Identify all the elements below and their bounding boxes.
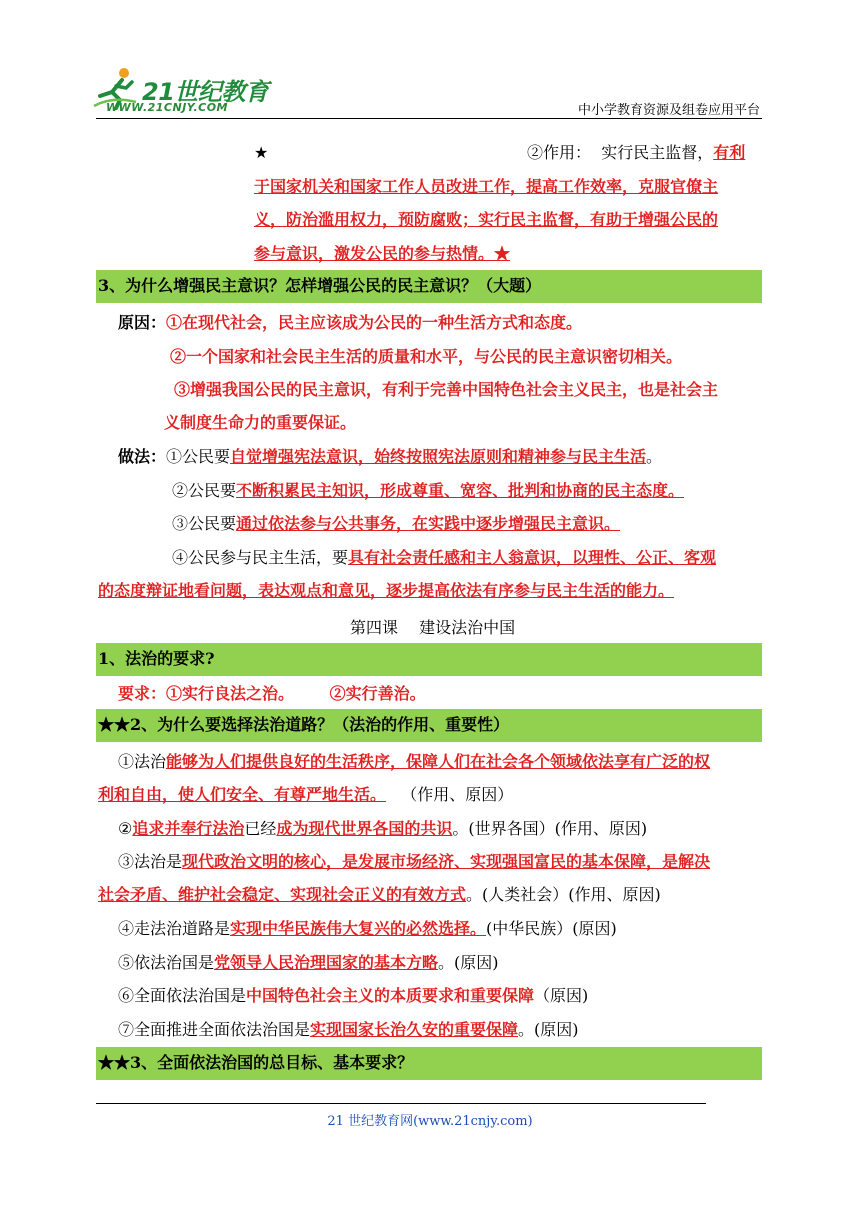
method-3-text: 通过依法参与公共事务，在实践中逐步增强民主意识。 — [236, 514, 621, 533]
q2-p2 — [118, 818, 647, 840]
section-bar-q2 — [96, 709, 762, 742]
q2-p4-note: (中华民族）(原因) — [486, 919, 617, 938]
section-bar-q1 — [96, 643, 762, 676]
q2-p1-text2: 利和自由，使人们安全、有尊严地生活。 — [98, 785, 387, 804]
section-heading: 1、法治的要求? — [98, 649, 215, 668]
q2-p6-note: （原因) — [534, 986, 589, 1005]
method-4-text: 具有社会责任感和主人翁意识，以理性、公正、客观 — [348, 548, 717, 567]
requirement-b: ②实行善治。 — [329, 684, 426, 703]
q2-p2-mid: 已经 — [244, 819, 277, 838]
q2-p1-line1 — [118, 751, 710, 773]
section-bar-q3 — [96, 270, 762, 303]
method-line5: 的态度辩证地看问题，表达观点和意见，逐步提高依法有序参与民主生活的能力。 — [98, 581, 675, 600]
q2-p3-text2: 社会矛盾、维护社会稳定、实现社会正义的有效方式 — [98, 885, 467, 904]
reason-1: ①在现代社会，民主应该成为公民的一种生活方式和态度。 — [166, 313, 583, 332]
method-line1 — [118, 446, 662, 468]
block1-red4: 参与意识，激发公民的参与热情。★ — [254, 244, 511, 263]
q2-p3-line2 — [98, 884, 661, 906]
method-1-suffix: 。 — [646, 447, 663, 466]
section-heading: ★★3、全面依法治国的总目标、基本要求？ — [98, 1053, 414, 1072]
q2-p1-line2 — [98, 784, 513, 806]
method-line2 — [172, 480, 684, 502]
block1-text1: 实行民主监督， — [601, 143, 714, 162]
q2-p6-text: 中国特色社会主义的本质要求和重要保障 — [246, 986, 535, 1005]
q2-p4-prefix: ④走法治道路是 — [118, 919, 231, 938]
requirement-label: 要求： — [118, 684, 167, 703]
reason-label: 原因： — [118, 313, 167, 332]
q2-p7 — [118, 1019, 579, 1041]
q2-p2-note: 。(世界各国）(作用、原因) — [452, 819, 648, 838]
block1-line2: 于国家机关和国家工作人员改进工作，提高工作效率，克服官僚主 — [254, 177, 719, 196]
q2-p7-prefix: ⑦全面推进全面依法治国是 — [118, 1020, 311, 1039]
header-divider — [96, 118, 762, 119]
q2-p3-text: 现代政治文明的核心，是发展市场经济、实现强国富民的基本保障，是解决 — [182, 852, 711, 871]
q2-p1-prefix: ①法治 — [118, 752, 167, 771]
q2-p3-note: 。(人类社会）(作用、原因) — [466, 885, 661, 904]
footer-divider — [96, 1103, 706, 1104]
q2-p5-text: 党领导人民治理国家的基本方略 — [214, 953, 439, 972]
q2-p3-line1 — [118, 851, 710, 873]
q2-p5-note: 。(原因) — [438, 953, 499, 972]
q2-p6-prefix: ⑥全面依法治国是 — [118, 986, 247, 1005]
q2-p5-prefix: ⑤依法治国是 — [118, 953, 215, 972]
reason-3a: ③增强我国公民的民主意识，有利于完善中国特色社会主义民主，也是社会主 — [174, 380, 719, 399]
site-logo[interactable] — [92, 66, 269, 118]
section-bar-q3b — [96, 1047, 762, 1080]
q2-p7-text: 实现国家长治久安的重要保障 — [310, 1020, 519, 1039]
method-2-text: 不断积累民主知识，形成尊重、宽容、批判和协商的民主态度。 — [236, 481, 685, 500]
q2-p4 — [118, 918, 617, 940]
section-heading: ★★2、为什么要选择法治道路？（法治的作用、重要性） — [98, 715, 510, 734]
requirement-line — [118, 683, 426, 705]
q2-p5 — [118, 952, 499, 974]
star-mark: ★ — [254, 143, 269, 162]
reason-3b: 义制度生命力的重要保证。 — [164, 413, 357, 432]
header-tagline: 中小学教育资源及组卷应用平台 — [577, 103, 760, 118]
q2-p1-note: （作用、原因） — [401, 785, 514, 804]
block1-line4 — [254, 243, 510, 265]
q2-p3-prefix: ③法治是 — [118, 852, 183, 871]
block1-red1: 有利 — [713, 143, 746, 162]
method-line4 — [172, 547, 716, 569]
q2-p1-text: 能够为人们提供良好的生活秩序，保障人们在社会各个领域依法享有广泛的权 — [166, 752, 711, 771]
block1-line1 — [527, 142, 745, 164]
block1-line3: 义，防治滥用权力，预防腐败；实行民主监督，有助于增强公民的 — [254, 210, 719, 229]
q2-p2-red2: 成为现代世界各国的共识 — [276, 819, 453, 838]
logo-url: WWW.21CNJY.COM — [106, 101, 228, 114]
section-heading: 3、为什么增强民主意识？怎样增强公民的民主意识？（大题） — [98, 276, 542, 295]
method-1-text: 自觉增强宪法意识，始终按照宪法原则和精神参与民主生活 — [230, 447, 647, 466]
q2-p6 — [118, 985, 588, 1007]
method-label: 做法： — [118, 447, 167, 466]
q2-p7-note: 。(原因) — [518, 1020, 579, 1039]
q2-p4-text: 实现中华民族伟大复兴的必然选择。 — [230, 919, 487, 938]
method-line3 — [172, 513, 620, 535]
footer-link[interactable]: 21 世纪教育网(www.21cnjy.com) — [327, 1114, 533, 1129]
q2-p2-prefix: ② — [118, 819, 133, 838]
lesson-title: 第四课 建设法治中国 — [350, 618, 516, 637]
method-4-prefix: ④公民参与民主生活，要 — [172, 548, 349, 567]
reason-line1 — [118, 312, 582, 334]
reason-2: ②一个国家和社会民主生活的质量和水平，与公民的民主意识密切相关。 — [170, 347, 683, 366]
method-2-prefix: ②公民要 — [172, 481, 237, 500]
block1-label: ②作用： — [527, 143, 592, 162]
logo-text: 21世纪教育 — [142, 78, 269, 106]
method-3-prefix: ③公民要 — [172, 514, 237, 533]
q2-p2-red1: 追求并奉行法治 — [132, 819, 245, 838]
requirement-a: ①实行良法之治。 — [166, 684, 295, 703]
method-1-prefix: ①公民要 — [166, 447, 231, 466]
